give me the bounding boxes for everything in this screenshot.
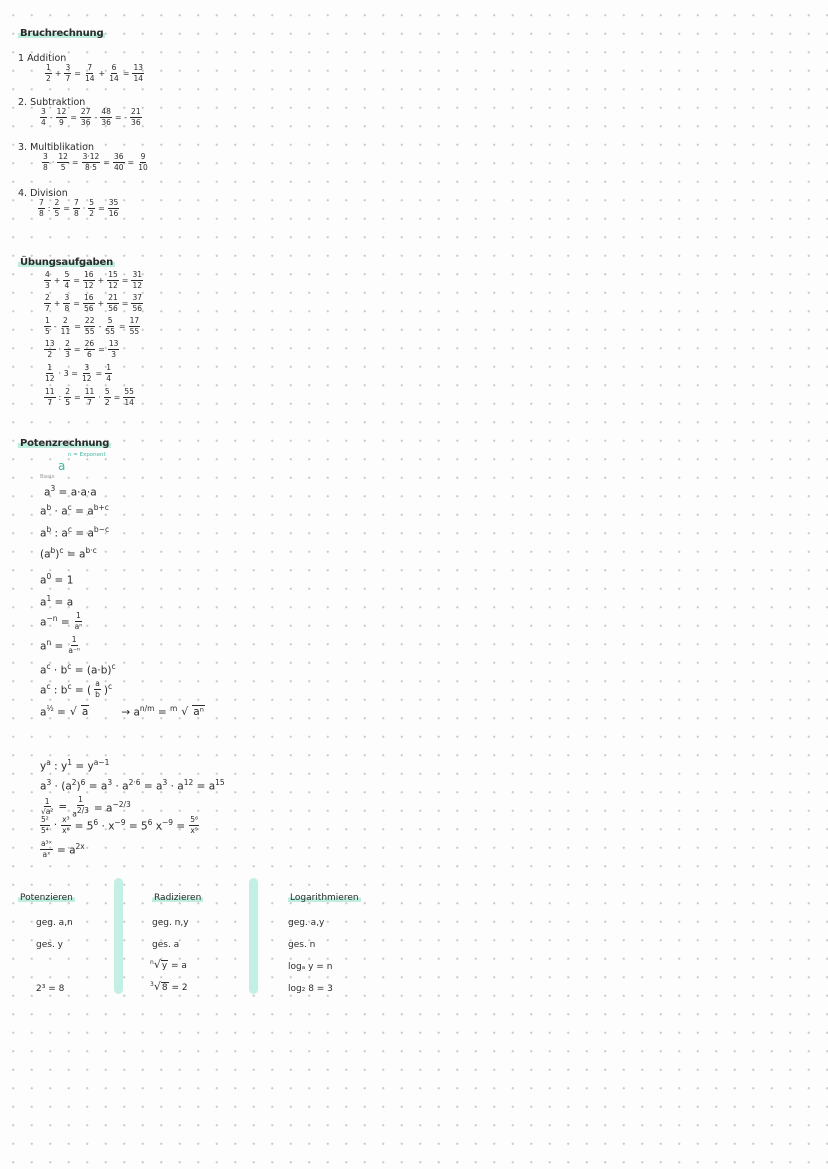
rule-zero-exponent: $a^0 = 1$ bbox=[40, 572, 74, 587]
example-power-5: $\frac{\text{a³ˣ}}{\text{aˣ}}$ = $a^{2x}$ bbox=[41, 839, 85, 859]
radizieren-formula: $^n$√y = a bbox=[150, 958, 187, 971]
potenzieren-example: 2³ = 8 bbox=[36, 984, 65, 994]
section-title-potenzrechnung: Potenzrechnung bbox=[20, 438, 110, 449]
column-title-potenzieren: Potenzieren bbox=[20, 893, 73, 903]
subheading-addition: 1 Addition bbox=[18, 53, 67, 64]
divider-bar-2 bbox=[249, 878, 258, 994]
rule-one-exponent: $a^1 = a$ bbox=[40, 594, 74, 609]
equation-subtraktion: 3 4 - $\frac{12}{9}$ = $\frac{27}{36}$ - $\frac{48}{36}$ = - 21 36 bbox=[41, 107, 141, 127]
rule-positive-reciprocal: $a^n$ = $\frac{1}{\text{a⁻ⁿ}}$ bbox=[40, 635, 80, 655]
example-power-1: $y^a$ : $y^1 = y^{a-1}$ bbox=[40, 758, 110, 773]
logarithmieren-example: log₂ 8 = 3 bbox=[288, 984, 333, 994]
section-title-uebungsaufgaben: Übungsaufgaben bbox=[20, 257, 114, 268]
basis-exponent-sketch bbox=[56, 456, 70, 472]
exercise-row: 13 2 · $\frac{2}{3}$ = $\frac{26}{6}$ = $\frac{13}{3}$ bbox=[45, 339, 119, 359]
subheading-multiplikation: 3. Multiblikation bbox=[18, 142, 94, 153]
rule-multiply-powers: $a^b \cdot a^c = a^{b+c}$ bbox=[40, 503, 109, 518]
potenzieren-sought: ges. y bbox=[36, 940, 63, 950]
rule-negative-exponent: $a^{-n}$ = $\frac{1}{\text{aⁿ}}$ bbox=[40, 611, 83, 631]
divider-bar-1 bbox=[114, 878, 123, 994]
potenzieren-given: geg. a,n bbox=[36, 918, 73, 928]
equation-addition: 1 2 + $\frac{3}{7}$ = $\frac{7}{14}$ + $\frac{6}{14}$ = $\frac{13}{14}$ bbox=[46, 63, 144, 83]
rule-divide-powers: $a^b$ : $a^c = a^{b-c}$ bbox=[40, 525, 110, 540]
subheading-subtraktion: 2. Subtraktion bbox=[18, 97, 86, 108]
example-power-2: $a^3 \cdot (a^2)^6 = a^3 \cdot a^{2\cdot 6} = a^3 \cdot a^{12} = a^{15}$ bbox=[40, 778, 225, 793]
column-title-logarithmieren: Logarithmieren bbox=[290, 893, 359, 903]
exercise-row: 4 3 + $\frac{5}{4}$ = $\frac{16}{12}$ + $\frac{15}{12}$ = $\frac{31}{12}$ bbox=[45, 270, 143, 290]
logarithmieren-formula: logₐ y = n bbox=[288, 962, 333, 972]
exercise-row: 11 7 : $\frac{2}{5}$ = $\frac{11}{7}$ · $\frac{5}{2}$ = $\frac{55}{14}$ bbox=[45, 387, 134, 407]
radizieren-given: geg. n,y bbox=[152, 918, 189, 928]
column-title-radizieren: Radizieren bbox=[154, 893, 202, 903]
radizieren-example: $^3$√8 = 2 bbox=[150, 980, 188, 993]
equation-division: 7 8 : $\frac{2}{5}$ = $\frac{7}{8}$ · $\frac{5}{2}$ = $\frac{35}{16}$ bbox=[39, 198, 119, 218]
svg-text:a: a bbox=[58, 459, 66, 472]
exercise-row: 1 5 - $\frac{2}{11}$ = $\frac{22}{55}$ - $\frac{5}{55}$ = $\frac{17}{55}$ bbox=[45, 316, 140, 336]
logarithmieren-given: geg. a,y bbox=[288, 918, 325, 928]
radizieren-sought: ges. a bbox=[152, 940, 180, 950]
exercise-row: 2 7 + $\frac{3}{8}$ = $\frac{16}{56}$ + $\frac{21}{56}$ = $\frac{37}{56}$ bbox=[45, 293, 143, 313]
equation-multiplikation: 3 8 · $\frac{12}{5}$ = $\frac{3\cdot 12}{8\cdot 5}$ = $\frac{36}{40}$ = $\frac{9}{10}$ bbox=[43, 152, 148, 172]
example-power-4: 5² 5⁴ · $\frac{\text{x³}}{\text{x⁶}}$ = $5^6 \cdot x^{-9} = 5^6$ $x^{-9}$ = $\frac{\text{5⁶}}{\text{x⁹}}$ bbox=[41, 815, 198, 835]
example-power-3: $\frac{1}{\text{√a²}}$ = $\frac{1}{a^{2/3}}$ = $a^{-2/3}$ bbox=[41, 795, 131, 818]
exercise-row: 1 12 · 3 = $\frac{3}{12}$ = $\frac{1}{4}$ bbox=[45, 363, 111, 383]
rule-quotient-same-exponent: $a^c$ : $b^c$ = ( a b )$^c$ bbox=[40, 679, 113, 699]
rule-power-definition: $a^3 = a\cdot a\cdot a$ bbox=[44, 484, 97, 499]
rule-root-as-power: $a^{\frac{1}{2}}$ = √ a → $a^{n/m} = ^m$ √ aⁿ bbox=[40, 704, 204, 719]
subheading-division: 4. Division bbox=[18, 188, 68, 199]
rule-power-of-power: $(a^b)^c = a^{b\cdot c}$ bbox=[40, 546, 97, 561]
logarithmieren-sought: ges. n bbox=[288, 940, 316, 950]
basis-note: Basis bbox=[40, 474, 55, 480]
exponent-note: n = Exponent bbox=[68, 452, 106, 458]
section-title-bruchrechnung: Bruchrechnung bbox=[20, 28, 104, 39]
rule-product-same-exponent: $a^c \cdot b^c = (a\cdot b)^c$ bbox=[40, 662, 116, 677]
